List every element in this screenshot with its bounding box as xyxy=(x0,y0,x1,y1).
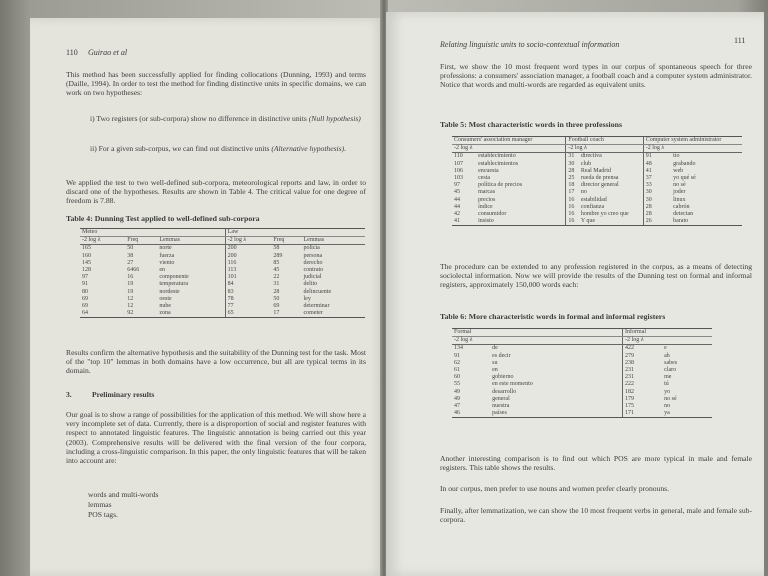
table-cell: 25 xyxy=(566,175,579,182)
table-5-header: -2 log λ xyxy=(566,145,643,153)
paragraph-3: Another interesting comparison is to find out which POS are more typical in male and female registers. This table shows the results. xyxy=(440,454,752,473)
table-row xyxy=(80,310,365,317)
table-cell: 22 xyxy=(273,274,280,281)
table-row xyxy=(452,367,712,374)
table-row xyxy=(452,360,712,367)
table-cell: confianza xyxy=(580,203,605,210)
table-cell: nuestra xyxy=(492,403,510,410)
table-cell: 422 xyxy=(623,345,663,353)
table-cell: 289 xyxy=(273,252,283,259)
feature-list-item: lemmas xyxy=(88,500,112,509)
table-6-group: Informal xyxy=(623,329,712,337)
table-cell: 33 xyxy=(643,182,671,189)
table-row xyxy=(80,245,365,253)
paragraph-3: Results confirm the alternative hypothesis and the suitability of the Dunning test for the task. Most of the "top 10" lemmas in both domains have a low occurrence, but all are typical terms in its domain. xyxy=(66,348,366,376)
table-cell: encuesta xyxy=(478,167,499,174)
table-cell: 69 xyxy=(82,303,88,310)
table-cell: no xyxy=(664,403,671,410)
table-row xyxy=(452,182,742,189)
paragraph-5: Finally, after lemmatization, we can show the 10 most frequent verbs in general, male and female sub-corpora. xyxy=(440,506,752,525)
table-cell: 77 xyxy=(225,303,271,310)
table-cell: no sé xyxy=(673,182,686,189)
table-cell: ya xyxy=(664,410,670,417)
table-cell: 200 xyxy=(225,245,271,253)
table-row xyxy=(452,353,712,360)
table-6-header: -2 log λ xyxy=(452,337,623,345)
table-cell: de xyxy=(492,345,498,352)
table-cell: 41 xyxy=(643,168,671,175)
table-cell: 17 xyxy=(566,189,579,196)
table-6-group: Formal xyxy=(452,329,623,337)
table-cell: club xyxy=(580,160,592,167)
paragraph-2: The procedure can be extended to any profession registered in the corpus, as a means of detecting sociolectal information. Now we will provide the results of the Dunning test on formal and informal registers, approximately 150,000 words each: xyxy=(440,262,752,290)
table-cell: ley xyxy=(303,295,311,302)
table-cell: nordeste xyxy=(159,288,180,295)
table-5 xyxy=(452,136,742,226)
table-cell: 62 xyxy=(454,359,460,366)
table-cell: Real Madrid xyxy=(580,167,611,174)
table-cell: 16 xyxy=(566,211,579,218)
running-head: Guirao et al xyxy=(88,48,128,57)
paragraph-4: Our goal is to show a range of possibilities for the application of this method. We will show here a very incomplete set of data. Currently, there is a disproportion of social and register features with respect to annotated linguistic features. The linguistic annotation is being carried out this year (2003). Comprehensive results will be delivered with the final version of the four corpora, including a cross-linguistic comparison. In this paper, the only linguistic features that will be taken into account are: xyxy=(66,410,367,466)
table-cell: 47 xyxy=(454,403,460,410)
table-cell: 91 xyxy=(82,281,88,288)
table-row xyxy=(452,374,712,381)
hypothesis-1 xyxy=(90,114,365,123)
table-cell: 165 xyxy=(82,245,91,252)
table-5-group: Consumers' association manager xyxy=(452,137,566,145)
table-cell: 49 xyxy=(454,395,460,402)
table-cell: 64 xyxy=(82,310,88,317)
running-head: Relating linguistic units to socio-contextual information xyxy=(440,40,620,49)
table-cell: persona xyxy=(303,252,323,259)
table-cell: 91 xyxy=(643,153,671,161)
table-cell: contrato xyxy=(303,267,324,274)
table-cell: oeste xyxy=(159,295,172,302)
table-cell: linux xyxy=(673,196,686,203)
table-cell: insisto xyxy=(478,218,494,225)
table-4 xyxy=(80,228,365,318)
table-cell: sabes xyxy=(664,359,678,366)
table-cell: 145 xyxy=(82,259,91,266)
table-cell: 42 xyxy=(454,211,460,218)
table-cell: yo xyxy=(664,388,671,395)
table-cell: 97 xyxy=(82,274,88,281)
table-cell: temperatura xyxy=(159,281,188,288)
table-6 xyxy=(452,328,712,418)
table-row xyxy=(452,161,742,168)
table-cell: 27 xyxy=(127,259,134,266)
table-cell: 69 xyxy=(273,303,280,310)
table-cell: 134 xyxy=(454,345,463,352)
table-cell: 231 xyxy=(623,374,663,381)
table-4-caption: Table 4: Dunning Test applied to well-defined sub-corpora xyxy=(66,214,260,223)
table-4-header: -2 log λ xyxy=(225,237,271,245)
table-cell: directiva xyxy=(580,153,602,160)
table-row xyxy=(452,410,712,417)
table-cell: 49 xyxy=(454,388,460,395)
paragraph-2: We applied the test to two well-defined sub-corpora, meteorological reports and law, in order to discard one of the hypotheses. Results are shown in Table 4. The critical value for one degree of freedom is 7.88. xyxy=(66,178,366,206)
table-cell: no xyxy=(580,189,587,196)
table-4-header: Freq xyxy=(271,237,301,245)
table-5-caption: Table 5: Most characteristic words in three professions xyxy=(440,120,622,129)
table-cell: e xyxy=(664,345,667,352)
table-cell: marcas xyxy=(478,189,496,196)
table-cell: 83 xyxy=(225,289,271,296)
table-cell: 238 xyxy=(623,360,663,367)
table-cell: 16 xyxy=(566,197,579,204)
hypothesis-2-label: (Alternative hypothesis). xyxy=(271,144,347,153)
right-page xyxy=(386,12,764,576)
table-cell: 30 xyxy=(566,161,579,168)
table-cell: delito xyxy=(303,281,318,288)
table-cell: nube xyxy=(159,303,172,310)
table-cell: 171 xyxy=(623,410,663,417)
table-cell: países xyxy=(492,410,507,417)
table-row xyxy=(452,168,742,175)
table-row xyxy=(80,289,365,296)
table-cell: 12 xyxy=(127,303,134,310)
table-row xyxy=(80,303,365,310)
table-cell: establecimientos xyxy=(478,160,519,167)
table-cell: joder xyxy=(673,189,686,196)
table-cell: en xyxy=(159,267,166,274)
table-row xyxy=(80,274,365,281)
table-cell: delincuente xyxy=(303,288,332,295)
table-cell: 78 xyxy=(225,296,271,303)
table-cell: no sé xyxy=(664,395,677,402)
table-4-header: Freq xyxy=(125,237,157,245)
hypothesis-1-label: (Null hypothesis) xyxy=(308,114,361,123)
feature-list-item: POS tags. xyxy=(88,510,118,519)
page-number: 110 xyxy=(66,48,78,57)
table-cell: cesta xyxy=(478,175,491,182)
table-cell: 41 xyxy=(454,218,460,225)
table-cell: 17 xyxy=(273,310,280,317)
table-cell: derecho xyxy=(303,259,323,266)
table-cell: 107 xyxy=(454,160,463,167)
table-cell: 19 xyxy=(127,281,134,288)
table-cell: determinar xyxy=(303,303,330,310)
table-cell: hombre yo creo que xyxy=(580,211,629,218)
table-cell: 58 xyxy=(273,245,280,252)
table-cell: 128 xyxy=(82,267,91,274)
table-5-group: Football coach xyxy=(566,137,643,145)
table-row xyxy=(80,296,365,303)
table-cell: 16 xyxy=(566,204,579,211)
paragraph-4: In our corpus, men prefer to use nouns and women prefer clearly pronouns. xyxy=(440,484,670,493)
table-cell: general xyxy=(492,395,510,402)
table-cell: gobierno xyxy=(492,374,514,381)
table-cell: me xyxy=(664,374,672,381)
table-row xyxy=(452,403,712,410)
table-cell: 222 xyxy=(623,381,663,388)
table-cell: 182 xyxy=(623,389,663,396)
table-cell: norte xyxy=(159,245,172,252)
table-row xyxy=(452,189,742,196)
table-cell: en este momento xyxy=(492,381,533,388)
table-5-group: Computer system administrator xyxy=(643,137,742,145)
section-title: Preliminary results xyxy=(92,390,155,399)
table-cell: 28 xyxy=(566,168,579,175)
table-cell: 91 xyxy=(454,352,460,359)
table-6-header: -2 log λ xyxy=(623,337,712,345)
table-cell: 30 xyxy=(643,189,671,196)
table-cell: cabrón xyxy=(673,203,690,210)
left-page xyxy=(30,18,384,576)
table-cell: 69 xyxy=(82,295,88,302)
table-cell: 28 xyxy=(643,211,671,218)
table-cell: viento xyxy=(159,259,175,266)
table-cell: 179 xyxy=(623,396,663,403)
table-cell: 44 xyxy=(454,203,460,210)
table-cell: 45 xyxy=(273,267,280,274)
table-cell: 60 xyxy=(454,374,460,381)
hypothesis-2-text: ii) For a given sub-corpus, we can find out distinctive units xyxy=(90,144,270,153)
table-5-header: -2 log λ xyxy=(452,145,566,153)
table-4-header: Lemmas xyxy=(301,237,365,245)
table-cell: su xyxy=(492,359,498,366)
table-4-group-law: Law xyxy=(225,229,365,237)
table-row xyxy=(452,345,712,353)
table-cell: desarrollo xyxy=(492,388,517,395)
table-cell: claro xyxy=(664,367,677,374)
table-cell: rueda de prensa xyxy=(580,175,619,182)
table-cell: 65 xyxy=(225,310,271,317)
table-row xyxy=(452,396,712,403)
table-cell: 175 xyxy=(623,403,663,410)
table-cell: 30 xyxy=(643,197,671,204)
table-4-header: -2 log λ xyxy=(80,237,125,245)
feature-list-item: words and multi-words xyxy=(88,490,159,499)
table-cell: judicial xyxy=(303,274,322,281)
table-cell: 46 xyxy=(454,410,460,417)
table-row xyxy=(452,153,742,161)
table-cell: política de precios xyxy=(478,182,523,189)
table-cell: tú xyxy=(664,381,669,388)
table-cell: 50 xyxy=(273,295,280,302)
table-cell: establecimiento xyxy=(478,153,516,160)
table-row xyxy=(452,175,742,182)
table-cell: 160 xyxy=(82,252,91,259)
table-cell: 92 xyxy=(127,310,134,317)
table-cell: barato xyxy=(673,218,689,225)
table-cell: 101 xyxy=(225,274,271,281)
table-cell: 37 xyxy=(643,175,671,182)
table-cell: Y que xyxy=(580,218,596,225)
table-cell: 55 xyxy=(454,381,460,388)
table-row xyxy=(452,211,742,218)
table-cell: 6466 xyxy=(127,267,140,274)
table-cell: tío xyxy=(673,153,680,160)
table-row xyxy=(452,218,742,225)
table-row xyxy=(80,260,365,267)
table-cell: detectan xyxy=(673,211,694,218)
table-row xyxy=(452,197,742,204)
table-cell: 106 xyxy=(454,167,463,174)
table-cell: 61 xyxy=(454,367,460,374)
table-cell: 103 xyxy=(454,175,463,182)
table-row xyxy=(80,281,365,288)
table-row xyxy=(452,381,712,388)
table-cell: yo qué sé xyxy=(673,175,696,182)
table-row xyxy=(452,389,712,396)
hypothesis-2 xyxy=(90,144,365,153)
table-cell: 19 xyxy=(127,288,134,295)
table-cell: 50 xyxy=(127,245,134,252)
table-cell: 38 xyxy=(127,252,134,259)
table-cell: 16 xyxy=(127,274,134,281)
table-cell: zona xyxy=(159,310,171,317)
table-cell: cometer xyxy=(303,310,323,317)
table-cell: 200 xyxy=(225,253,271,260)
table-cell: 44 xyxy=(454,196,460,203)
paragraph-1: First, we show the 10 most frequent word types in our corpus of spontaneous speech for three professions: a consumers' association manager, a football coach and a computer system administrator. Notice that words and multi-words are regarded as equivalent units. xyxy=(440,62,752,90)
table-4-header: Lemmas xyxy=(157,237,225,245)
section-number: 3. xyxy=(66,390,72,399)
table-cell: 97 xyxy=(454,182,460,189)
table-cell: 26 xyxy=(643,218,671,225)
table-cell: 18 xyxy=(566,182,579,189)
table-cell: estabilidad xyxy=(580,196,607,203)
table-row xyxy=(80,267,365,274)
table-cell: índice xyxy=(478,203,493,210)
table-cell: componente xyxy=(159,274,189,281)
table-cell: es decir xyxy=(492,352,511,359)
table-cell: 85 xyxy=(273,259,280,266)
table-cell: 279 xyxy=(623,353,663,360)
table-cell: 45 xyxy=(454,189,460,196)
table-cell: 12 xyxy=(127,295,134,302)
table-cell: en xyxy=(492,367,498,374)
table-cell: ah xyxy=(664,352,670,359)
table-cell: 31 xyxy=(273,281,280,288)
page-number: 111 xyxy=(734,36,746,45)
table-cell: precios xyxy=(478,196,496,203)
hypothesis-1-text: i) Two registers (or sub-corpora) show no difference in distinctive units xyxy=(90,114,307,123)
table-cell: director general xyxy=(580,182,619,189)
table-cell: 16 xyxy=(566,218,579,225)
table-cell: 116 xyxy=(225,260,271,267)
table-cell: 31 xyxy=(566,153,579,161)
intro-paragraph: This method has been successfully applied for finding collocations (Dunning, 1993) and terms (Daille, 1994). In order to test the method for finding distinctive units in specific domains, we can work on two hypotheses: xyxy=(66,70,366,98)
table-4-group-meteo: Meteo xyxy=(80,229,225,237)
table-cell: 231 xyxy=(623,367,663,374)
table-cell: consumidor xyxy=(478,211,507,218)
table-5-header: -2 log λ xyxy=(643,145,742,153)
table-6-caption: Table 6: More characteristic words in formal and informal registers xyxy=(440,312,666,321)
table-cell: 48 xyxy=(643,161,671,168)
table-cell: 28 xyxy=(273,288,280,295)
table-cell: policía xyxy=(303,245,320,252)
table-cell: 80 xyxy=(82,288,88,295)
table-cell: fuerza xyxy=(159,252,175,259)
table-cell: grabando xyxy=(673,160,696,167)
table-cell: 28 xyxy=(643,204,671,211)
table-cell: 84 xyxy=(225,281,271,288)
table-row xyxy=(452,204,742,211)
table-cell: 113 xyxy=(225,267,271,274)
table-row xyxy=(80,253,365,260)
table-cell: web xyxy=(673,167,684,174)
table-cell: 110 xyxy=(454,153,463,160)
